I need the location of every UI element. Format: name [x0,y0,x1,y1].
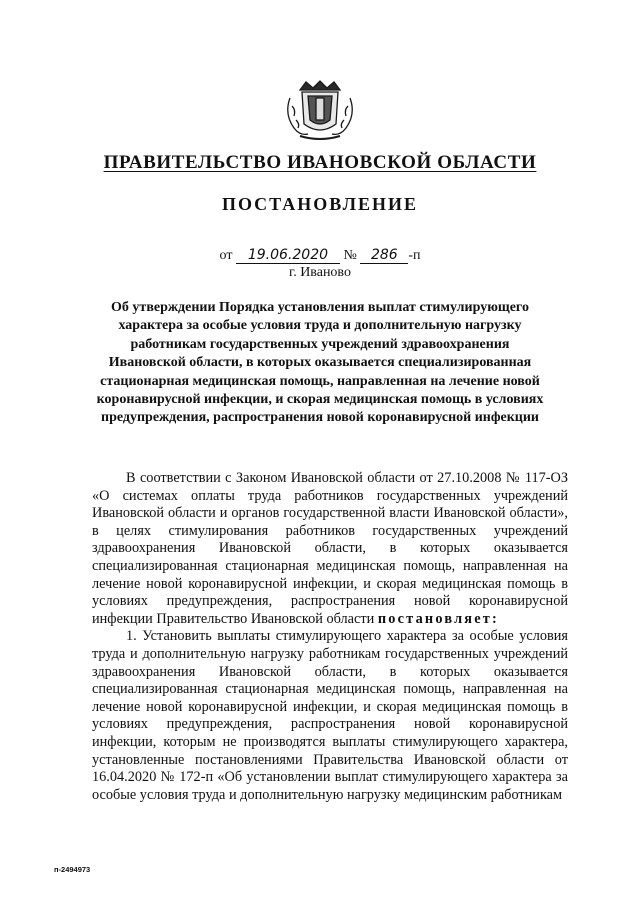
document-subject: Об утверждении Порядка установления выплат стимулирующего характера за особые условия труда и дополнительную нагрузку работникам государственных учреждений здравоохранения Ивановской области, в которых оказывается специализированная стационарная медицинская помощь, направленная на лечение новой коронавирусной инфекции, и скорая медицинская помощь в условиях предупреждения, распространения новой коронавирусной инфекции [96,300,544,426]
number-suffix: -п [408,248,421,263]
handwritten-date: 19.06.2020 [236,247,340,264]
handwritten-number: 286 [360,247,408,264]
from-label: от [219,248,233,263]
city: г. Иваново [289,265,351,280]
number-sign: № [343,248,357,263]
preamble-paragraph [92,470,568,628]
preamble-text: В соответствии с Законом Ивановской области от 27.10.2008 № 117-ОЗ «О системах оплаты труда работников государственных учреждений Ивановской области и органов государственной власти Ивановской области», в целях стимулирования работников государственных учреждений здравоохранения Ивановской области, в которых оказывается специализированная стационарная медицинская помощь, направленная на лечение новой коронавирусной инфекции, и скорая медицинская помощь в условиях предупреждения, распространения новой коронавирусной инфекции Правительство Ивановской области [92,470,568,627]
registration-line [0,247,640,264]
document-code: п-2494973 [54,865,91,874]
document-type: ПОСТАНОВЛЕНИЕ [221,194,419,214]
item-1-paragraph: 1. Установить выплаты стимулирующего характера за особые условия труда и дополнительную нагрузку работникам государственных учреждений здравоохранения Ивановской области, в которых оказывается специализированная стационарная медицинская помощь, направленная на лечение новой коронавирусной инфекции, и скорая медицинская помощь в условиях предупреждения, распространения новой коронавирусной инфекции, которым не производятся выплаты стимулирующего характера, установленные постановлениями Правительства Ивановской области от 16.04.2020 № 172-п «Об установлении выплат стимулирующего характера за особые условия труда и дополнительную нагрузку медицинским работникам [92,628,568,803]
ivanovo-coat-of-arms-icon [286,80,354,142]
document-body [92,470,568,804]
government-title: ПРАВИТЕЛЬСТВО ИВАНОВСКОЙ ОБЛАСТИ [103,152,537,173]
resolves-word: постановляет: [377,610,499,627]
